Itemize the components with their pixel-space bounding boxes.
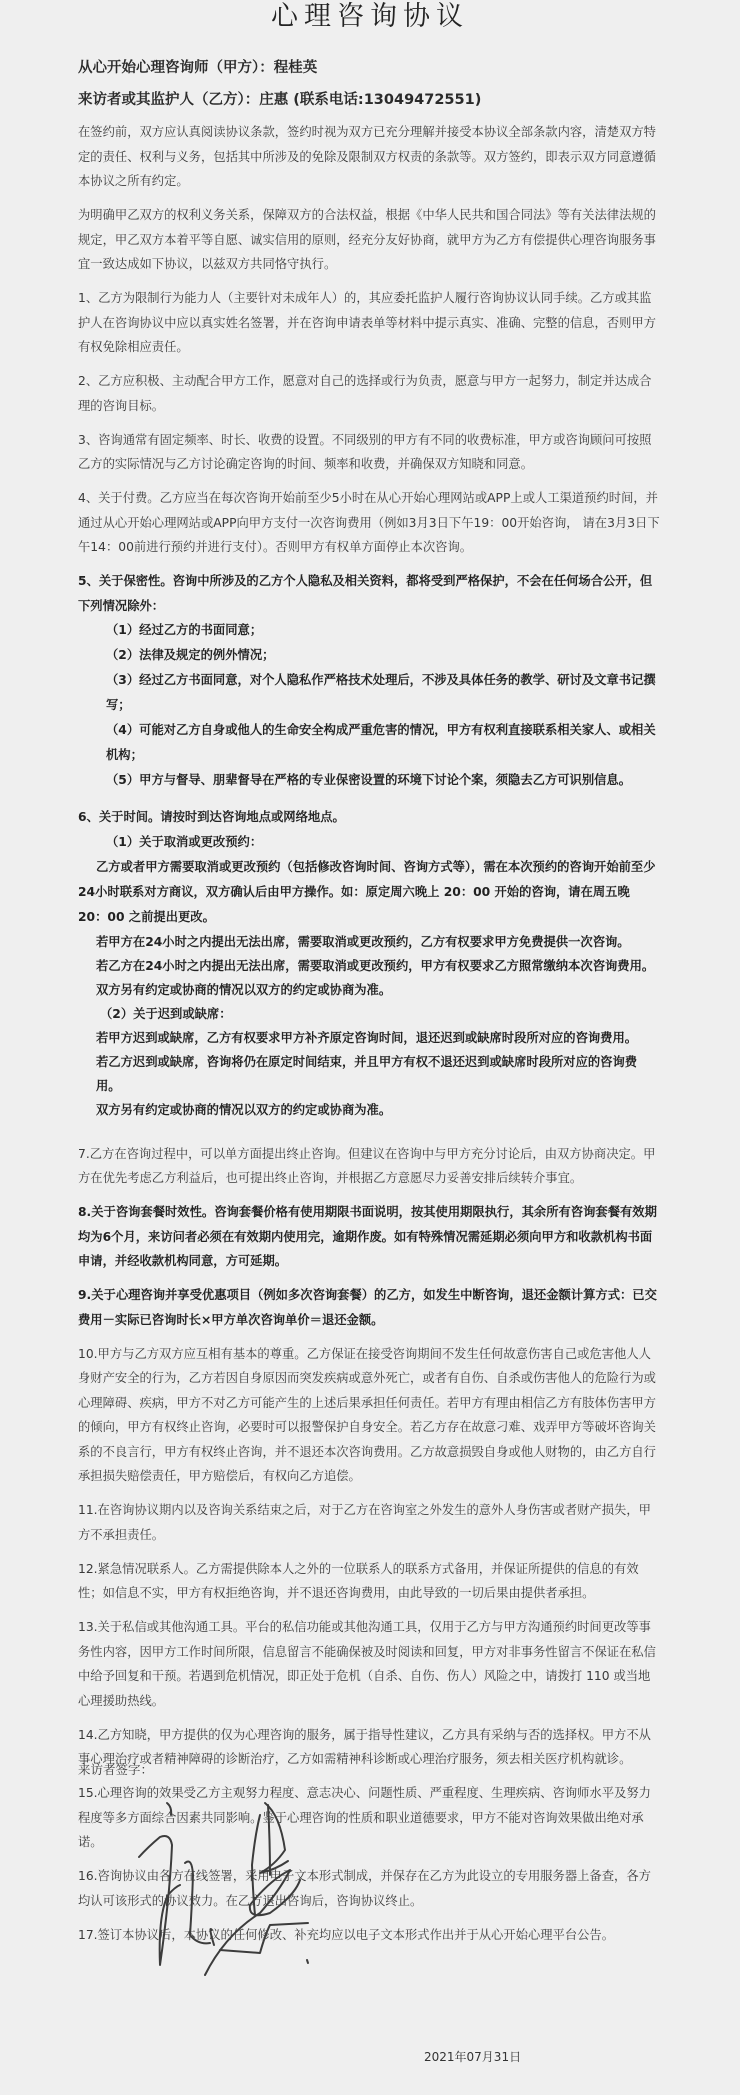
clause-13: 13.关于私信或其他沟通工具。平台的私信功能或其他沟通工具，仅用于乙方与甲方沟通预约时间更改等事务性内容，因甲方工作时间所限，信息留言不能确保被及时阅读和回复，甲方对非事务性留言不保证在私信中给予回复和干预。若遇到危机情况，即正处于危机（自杀、自伤、伤人）风险之中，请拨打 110 或当地心理援助热线。 (78, 1620, 656, 1708)
clause-5: 5、关于保密性。咨询中所涉及的乙方个人隐私及相关资料，都将受到严格保护，不会在任何场合公开，但下列情况除外： (78, 574, 653, 613)
intro-paragraph: 在签约前，双方应认真阅读协议条款，签约时视为双方已充分理解并接受本协议全部条款内容，清楚双方特定的责任、权利与义务，包括其中所涉及的免除及限制双方权责的条款等。双方签约，即表示双方同意遵循本协议之所有约定。 (78, 125, 656, 188)
clause-11: 11.在咨询协议期内以及咨询关系结束之后，对于乙方在咨询室之外发生的意外人身伤害或者财产损失，甲方不承担责任。 (78, 1503, 651, 1542)
clause-9: 9.关于心理咨询并享受优惠项目（例如多次咨询套餐）的乙方，如发生中断咨询，退还金额计算方式：已交费用－实际已咨询时长×甲方单次咨询单价＝退还金额。 (78, 1288, 657, 1327)
handwritten-signature (130, 1795, 330, 1980)
clause-12: 12.紧急情况联系人。乙方需提供除本人之外的一位联系人的联系方式备用，并保证所提供的信息的有效性；如信息不实，甲方有权拒绝咨询，并不退还咨询费用，由此导致的一切后果由提供者承担。 (78, 1561, 639, 1600)
clause-6-2-item: 双方另有约定或协商的情况以双方的约定或协商为准。 (96, 1102, 392, 1117)
clause-3: 3、咨询通常有固定频率、时长、收费的设置。不同级别的甲方有不同的收费标准，甲方或咨询顾问可按照乙方的实际情况与乙方讨论确定咨询的时间、频率和收费，并确保双方知晓和同意。 (78, 432, 652, 471)
clause-7: 7.乙方在咨询过程中，可以单方面提出终止咨询。但建议在咨询中与甲方充分讨论后，由双方协商决定。甲方在优先考虑乙方利益后，也可提出终止咨询，并根据乙方意愿尽力妥善安排后续转介事宜。 (78, 1146, 656, 1185)
clause-14: 14.乙方知晓，甲方提供的仅为心理咨询的服务，属于指导性建议，乙方具有采纳与否的选择权。甲方不从事心理治疗或者精神障碍的诊断治疗，乙方如需精神科诊断或心理治疗服务，须去相关医疗机构就诊。 (78, 1727, 651, 1766)
clause-16: 16.咨询协议由各方在线签署，采用电子文本形式制成，并保存在乙方为此设立的专用服务器上备查，各方均认可该形式的协议效力。在乙方退出咨询后，咨询协议终止。 (78, 1869, 651, 1908)
signature-label: 来访者签字： (78, 1762, 154, 1777)
clause-6-2-item: 若甲方迟到或缺席，乙方有权要求甲方补齐原定咨询时间，退还迟到或缺席时段所对应的咨询费用。 (96, 1030, 638, 1045)
clause-6-1-item: 若甲方在24小时之内提出无法出席，需要取消或更改预约，乙方有权要求甲方免费提供一次咨询。 (96, 934, 630, 949)
clause-6-2-item: 若乙方迟到或缺席，咨询将仍在原定时间结束，并且甲方有权不退还迟到或缺席时段所对应的咨询费用。 (96, 1054, 638, 1093)
clause-6-1-title: （1）关于取消或更改预约： (106, 834, 263, 849)
signature-date: 2021年07月31日 (424, 2050, 522, 2064)
clause-10: 10.甲方与乙方双方应互相有基本的尊重。乙方保证在接受咨询期间不发生任何故意伤害自己或危害他人人身财产安全的行为，乙方若因自身原因而突发疾病或意外死亡，或者有自伤、自杀或伤害他人的危险行为或心理障碍、疾病，甲方不对乙方可能产生的上述后果承担任何责任。若甲方有理由相信乙方有肢体伤害甲方的倾向，甲方有权终止咨询，必要时可以报警保护自身安全。若乙方存在故意刁难、戏弄甲方等破坏咨询关系的不良言行，甲方有权终止咨询，并不退还本次咨询费用。乙方故意损毁自身或他人财物的，由乙方自行承担损失赔偿责任，甲方赔偿后，有权向乙方追偿。 (78, 1346, 656, 1483)
clause-15: 15.心理咨询的效果受乙方主观努力程度、意志决心、问题性质、严重程度、生理疾病、咨询师水平及努力程度等多方面综合因素共同影响。鉴于心理咨询的性质和职业道德要求，甲方不能对咨询效果做出绝对承诺。 (78, 1786, 651, 1849)
clause-4: 4、关于付费。乙方应当在每次咨询开始前至少5小时在从心开始心理网站或APP上或人工渠道预约时间，并通过从心开始心理网站或APP向甲方支付一次咨询费用（例如3月3日下午19：00开始咨询， 请在3月3日下午14：00前进行预约并进行支付）。否则甲方有权单方面停止本次咨询。 (78, 491, 660, 554)
clause-6-2-title: （2）关于迟到或缺席： (100, 1006, 232, 1021)
party-a: 从心开始心理咨询师（甲方）：程桂英 (78, 60, 318, 76)
clause-6-1-item: 双方另有约定或协商的情况以双方的约定或协商为准。 (96, 982, 392, 997)
clause-6-1-lead: 乙方或者甲方需要取消或更改预约（包括修改咨询时间、咨询方式等），需在本次预约的咨询开始前至少24小时联系对方商议，双方确认后由甲方操作。如：原定周六晚上 20：00 开始的咨询，请在周五晚 20：00 之前提出更改。 (78, 859, 656, 924)
clause-8: 8.关于咨询套餐时效性。咨询套餐价格有使用期限书面说明，按其使用期限执行，其余所有咨询套餐有效期均为6个月，来访问者必须在有效期内使用完，逾期作废。如有特殊情况需延期必须向甲方和收款机构书面申请，并经收款机构同意，方可延期。 (78, 1205, 657, 1268)
clause-5-item: （3）经过乙方书面同意，对个人隐私作严格技术处理后，不涉及具体任务的教学、研讨及文章书记撰写； (106, 673, 656, 712)
clause-6-1-item: 若乙方在24小时之内提出无法出席，需要取消或更改预约，甲方有权要求乙方照常缴纳本次咨询费用。 (96, 958, 655, 973)
clause-5-item: （4）可能对乙方自身或他人的生命安全构成严重危害的情况，甲方有权利直接联系相关家人、或相关机构； (106, 723, 656, 762)
agreement-body (78, 120, 660, 1957)
document-title: 心理咨询协议 (271, 1, 469, 32)
clause-2: 2、乙方应积极、主动配合甲方工作，愿意对自己的选择或行为负责，愿意与甲方一起努力，制定并达成合理的咨询目标。 (78, 374, 652, 413)
party-b: 来访者或其监护人（乙方）：庄惠 (联系电话:13049472551) (78, 92, 482, 108)
clause-5-item: （2）法律及规定的例外情况； (106, 648, 275, 662)
clause-5-item: （1）经过乙方的书面同意； (106, 623, 263, 637)
clause-1: 1、乙方为限制行为能力人（主要针对未成年人）的，其应委托监护人履行咨询协议认同手续。乙方或其监护人在咨询协议中应以真实姓名签署，并在咨询申请表单等材料中提示真实、准确、完整的信息，否则甲方有权免除相应责任。 (78, 291, 656, 354)
clause-6: 6、关于时间。请按时到达咨询地点或网络地点。 (78, 810, 345, 824)
intro-paragraph: 为明确甲乙双方的权利义务关系，保障双方的合法权益，根据《中华人民共和国合同法》等有关法律法规的规定，甲乙双方本着平等自愿、诚实信用的原则，经充分友好协商，就甲方为乙方有偿提供心理咨询服务事宜一致达成如下协议，以兹双方共同恪守执行。 (78, 208, 656, 271)
clause-17: 17.签订本协议后，本协议的任何修改、补充均应以电子文本形式作出并于从心开始心理平台公告。 (78, 1927, 615, 1942)
clause-5-item: （5）甲方与督导、朋辈督导在严格的专业保密设置的环境下讨论个案，须隐去乙方可识别信息。 (106, 773, 632, 787)
